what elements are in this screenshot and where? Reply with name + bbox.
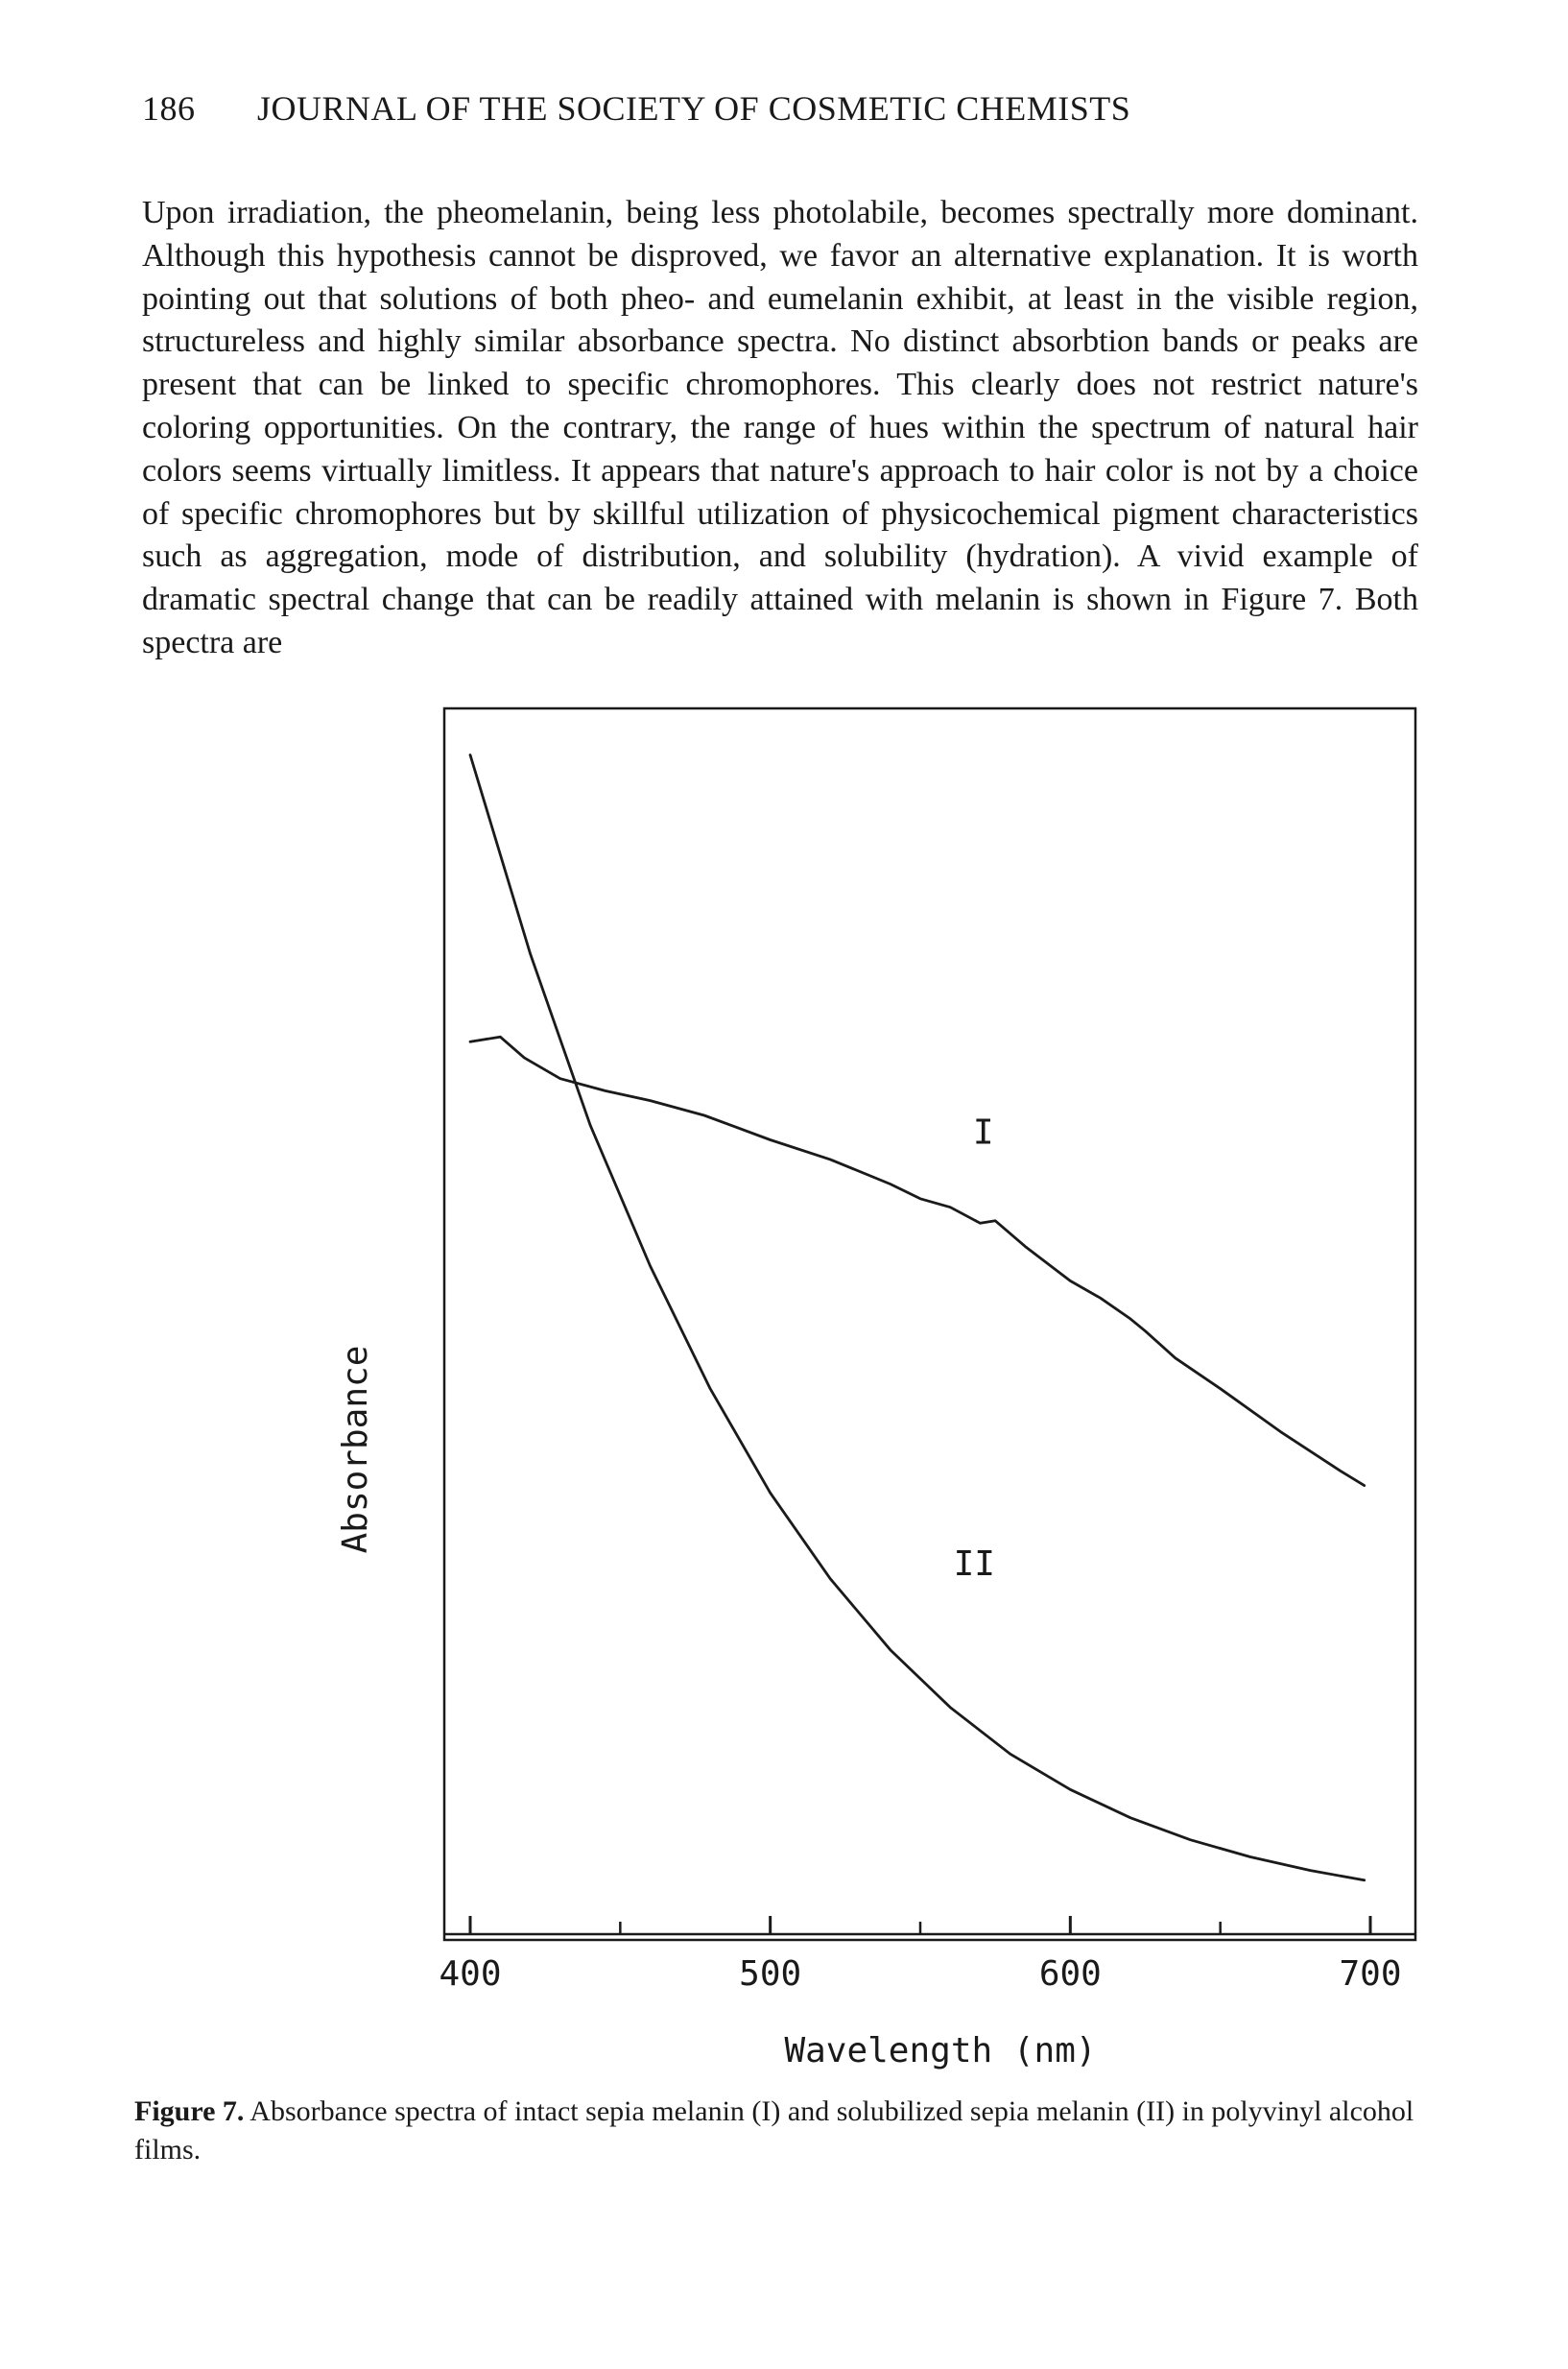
body-text [142, 192, 1418, 665]
series-line-I [470, 1037, 1365, 1485]
x-tick-label-400: 400 [439, 1954, 502, 1994]
series-label-II: II [953, 1543, 995, 1584]
x-tick-label-600: 600 [1038, 1954, 1102, 1994]
series-layer [470, 755, 1365, 1880]
x-axis-ticks [470, 1916, 1370, 1934]
journal-title: JOURNAL OF THE SOCIETY OF COSMETIC CHEMISTS [257, 89, 1131, 128]
running-header [142, 88, 1130, 129]
x-tick-label-500: 500 [739, 1954, 802, 1994]
body-paragraph: Upon irradiation, the pheomelanin, being less photolabile, becomes spectrally more dominant. Although this hypothesis cannot be disproved, we favor an alternative explanation. It is worth pointing out that solutions of both pheo- and eumelanin exhibit, at least in the visible region, structureless and highly similar absorbance spectra. No distinct absorbtion bands or peaks are present that can be linked to specific chromophores. This clearly does not restrict nature's coloring opportunities. On the contrary, the range of hues within the spectrum of natural hair colors seems virtually limitless. It appears that nature's approach to hair color is not by a choice of specific chromophores but by skillful utilization of physicochemical pigment characteristics such as aggregation, mode of distribution, and solubility (hydration). A vivid example of dramatic spectral change that can be readily attained with melanin is shown in Figure 7. Both spectra are [142, 195, 1418, 660]
page-number: 186 [142, 89, 196, 128]
series-label-I: I [972, 1113, 994, 1153]
series-line-II [470, 755, 1365, 1880]
x-tick-label-700: 700 [1339, 1954, 1402, 1994]
figure-caption [134, 2093, 1420, 2169]
x-axis-tick-labels [439, 1954, 1401, 1994]
x-axis-label: Wavelength (nm) [784, 2031, 1097, 2070]
annotation-layer [954, 1113, 995, 1584]
caption-text: Absorbance spectra of intact sepia melanin (I) and solubilized sepia melanin (II) in polyvinyl alcohol films. [134, 2095, 1414, 2166]
caption-label: Figure 7. [134, 2095, 245, 2127]
y-axis-label: Absorbance [336, 1345, 375, 1554]
plot-frame [444, 708, 1415, 1940]
